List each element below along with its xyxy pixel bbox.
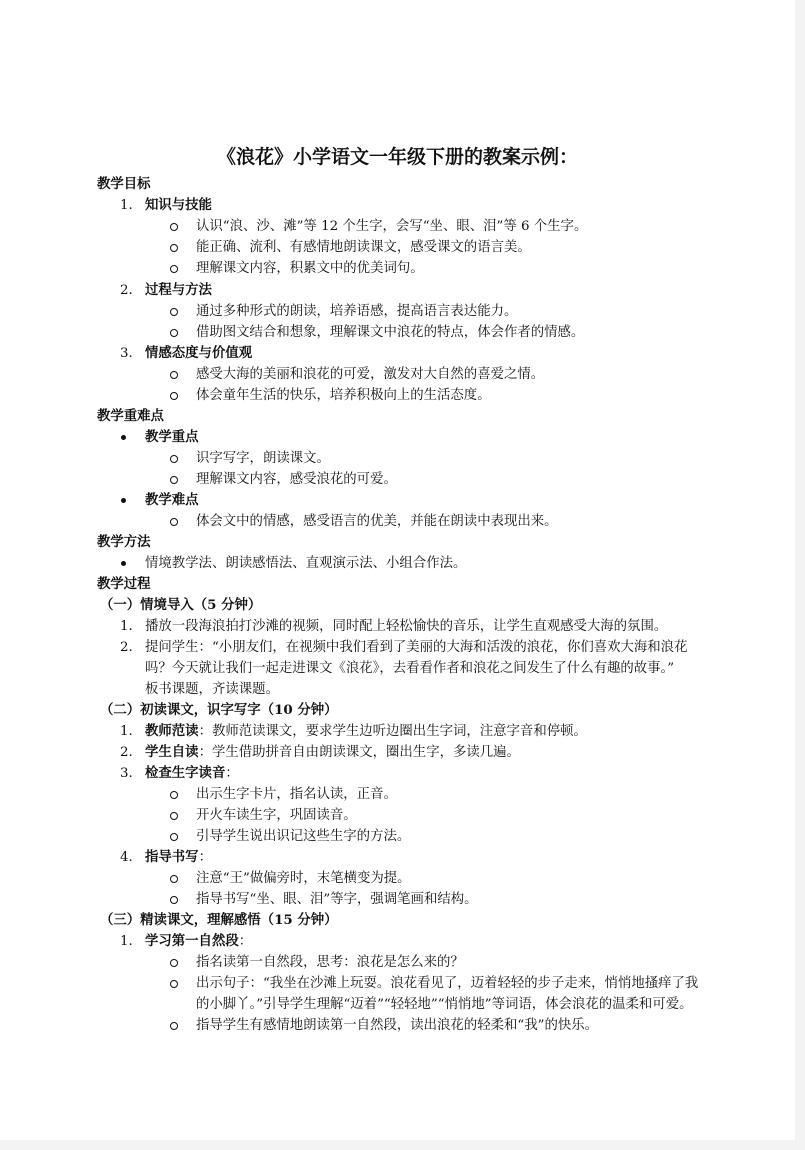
circle-bullet-icon bbox=[170, 791, 178, 799]
list-item: 通过多种形式的朗读，培养语感，提高语言表达能力。 bbox=[196, 304, 518, 319]
list-item: 播放一段海浪拍打沙滩的视频，同时配上轻松愉快的音乐，让学生直观感受大海的氛围。 bbox=[145, 619, 668, 634]
list-item: 指名读第一自然段，思考：浪花是怎么来的？ bbox=[196, 955, 464, 970]
list-item: 出示生字卡片，指名认读，正音。 bbox=[196, 787, 397, 802]
item-label: 学习第一自然段 bbox=[145, 933, 239, 949]
circle-bullet-icon bbox=[170, 896, 178, 904]
list-number: 3. bbox=[120, 766, 133, 781]
subheading-attitude: 情感态度与价值观 bbox=[145, 345, 253, 361]
list-item: 理解课文内容，感受浪花的可爱。 bbox=[196, 472, 397, 487]
circle-bullet-icon bbox=[170, 455, 178, 463]
bullet-icon bbox=[121, 498, 126, 503]
list-item bbox=[145, 742, 520, 763]
item-text: ：教师范读课文，要求学生边听边圈出生字词，注意字音和停顿。 bbox=[198, 724, 587, 739]
circle-bullet-icon bbox=[170, 244, 178, 252]
section-heading-methods: 教学方法 bbox=[97, 534, 151, 550]
list-item: 开火车读生字，巩固读音。 bbox=[196, 808, 357, 823]
phase-heading: （二）初读课文，识字写字（10 分钟） bbox=[100, 702, 338, 718]
list-item-line: 出示句子：“我坐在沙滩上玩耍。浪花看见了，迈着轻轻的步子走来，悄悄地搔痒了我 bbox=[196, 976, 699, 991]
item-colon: ： bbox=[238, 934, 253, 949]
item-colon: ： bbox=[198, 850, 212, 865]
circle-bullet-icon bbox=[170, 392, 178, 400]
list-item: 指导学生有感情地朗读第一自然段，读出浪花的轻柔和“我”的快乐。 bbox=[196, 1018, 599, 1033]
list-item: 引导学生说出识记这些生字的方法。 bbox=[196, 829, 411, 844]
list-item: 体会童年生活的快乐，培养积极向上的生活态度。 bbox=[196, 388, 491, 403]
list-item: 感受大海的美丽和浪花的可爱，激发对大自然的喜爱之情。 bbox=[196, 367, 545, 382]
list-item-line: 提问学生：“小朋友们，在视频中我们看到了美丽的大海和活泼的浪花，你们喜欢大海和浪花 bbox=[145, 640, 688, 655]
subheading-difficulty: 教学难点 bbox=[145, 492, 199, 508]
circle-bullet-icon bbox=[170, 223, 178, 231]
list-item: 认识“浪、沙、滩”等 12 个生字，会写“坐、眼、泪”等 6 个生字。 bbox=[196, 219, 588, 234]
list-number: 2. bbox=[120, 745, 133, 760]
list-number: 2. bbox=[120, 283, 133, 298]
item-text: ：学生借助拼音自由朗读课文，圈出生字，多读几遍。 bbox=[198, 745, 520, 760]
section-heading-key-points: 教学重难点 bbox=[97, 408, 164, 424]
item-colon: ： bbox=[225, 766, 239, 781]
section-heading-objectives: 教学目标 bbox=[97, 176, 151, 192]
list-number: 1. bbox=[120, 934, 133, 949]
item-label: 检查生字读音 bbox=[145, 765, 226, 781]
list-number: 1. bbox=[120, 198, 133, 213]
circle-bullet-icon bbox=[170, 476, 178, 484]
section-heading-process: 教学过程 bbox=[97, 576, 151, 592]
circle-bullet-icon bbox=[170, 308, 178, 316]
circle-bullet-icon bbox=[170, 265, 178, 273]
list-item: 识字写字，朗读课文。 bbox=[196, 451, 330, 466]
item-label: 指导书写 bbox=[145, 849, 199, 865]
list-item-line: 板书课题，齐读课题。 bbox=[145, 682, 279, 697]
circle-bullet-icon bbox=[170, 329, 178, 337]
list-item-line: 的小脚丫。”引导学生理解“迈着”“轻轻地”“悄悄地”等词语，体会浪花的温柔和可爱。 bbox=[196, 997, 693, 1012]
subheading-knowledge: 知识与技能 bbox=[145, 197, 212, 213]
list-item: 情境教学法、朗读感悟法、直观演示法、小组合作法。 bbox=[145, 556, 467, 571]
list-item: 体会文中的情感，感受语言的优美，并能在朗读中表现出来。 bbox=[196, 514, 558, 529]
circle-bullet-icon bbox=[170, 833, 178, 841]
list-item bbox=[145, 763, 239, 784]
list-item: 能正确、流利、有感情地朗读课文，感受课文的语言美。 bbox=[196, 240, 531, 255]
list-item bbox=[145, 721, 587, 742]
circle-bullet-icon bbox=[170, 1022, 178, 1030]
list-item bbox=[145, 847, 212, 868]
list-number: 3. bbox=[120, 346, 133, 361]
subheading-process: 过程与方法 bbox=[145, 282, 212, 298]
circle-bullet-icon bbox=[170, 518, 178, 526]
list-number: 1. bbox=[120, 619, 133, 634]
list-number: 4. bbox=[120, 850, 133, 865]
list-number: 1. bbox=[120, 724, 133, 739]
list-item-line: 吗？今天就让我们一起走进课文《浪花》，去看看作者和浪花之间发生了什么有趣的故事。” bbox=[145, 661, 675, 676]
list-number: 2. bbox=[120, 640, 133, 655]
list-item: 借助图文结合和想象，理解课文中浪花的特点，体会作者的情感。 bbox=[196, 325, 585, 340]
phase-heading: （一）情境导入（5 分钟） bbox=[100, 597, 262, 613]
bullet-icon bbox=[121, 435, 126, 440]
circle-bullet-icon bbox=[170, 812, 178, 820]
bullet-icon bbox=[121, 561, 126, 566]
list-item: 注意“王”做偏旁时，末笔横变为提。 bbox=[196, 871, 411, 886]
circle-bullet-icon bbox=[170, 959, 178, 967]
list-item: 指导书写“坐、眼、泪”等字，强调笔画和结构。 bbox=[196, 892, 478, 907]
subheading-key: 教学重点 bbox=[145, 429, 199, 445]
item-label: 教师范读 bbox=[145, 723, 199, 739]
circle-bullet-icon bbox=[170, 875, 178, 883]
list-item: 理解课文内容，积累文中的优美词句。 bbox=[196, 261, 424, 276]
circle-bullet-icon bbox=[170, 980, 178, 988]
list-item bbox=[145, 931, 252, 952]
item-label: 学生自读 bbox=[145, 744, 199, 760]
document-title: 《浪花》小学语文一年级下册的教案示例： bbox=[216, 146, 578, 168]
circle-bullet-icon bbox=[170, 371, 178, 379]
phase-heading: （三）精读课文，理解感悟（15 分钟） bbox=[100, 912, 338, 928]
